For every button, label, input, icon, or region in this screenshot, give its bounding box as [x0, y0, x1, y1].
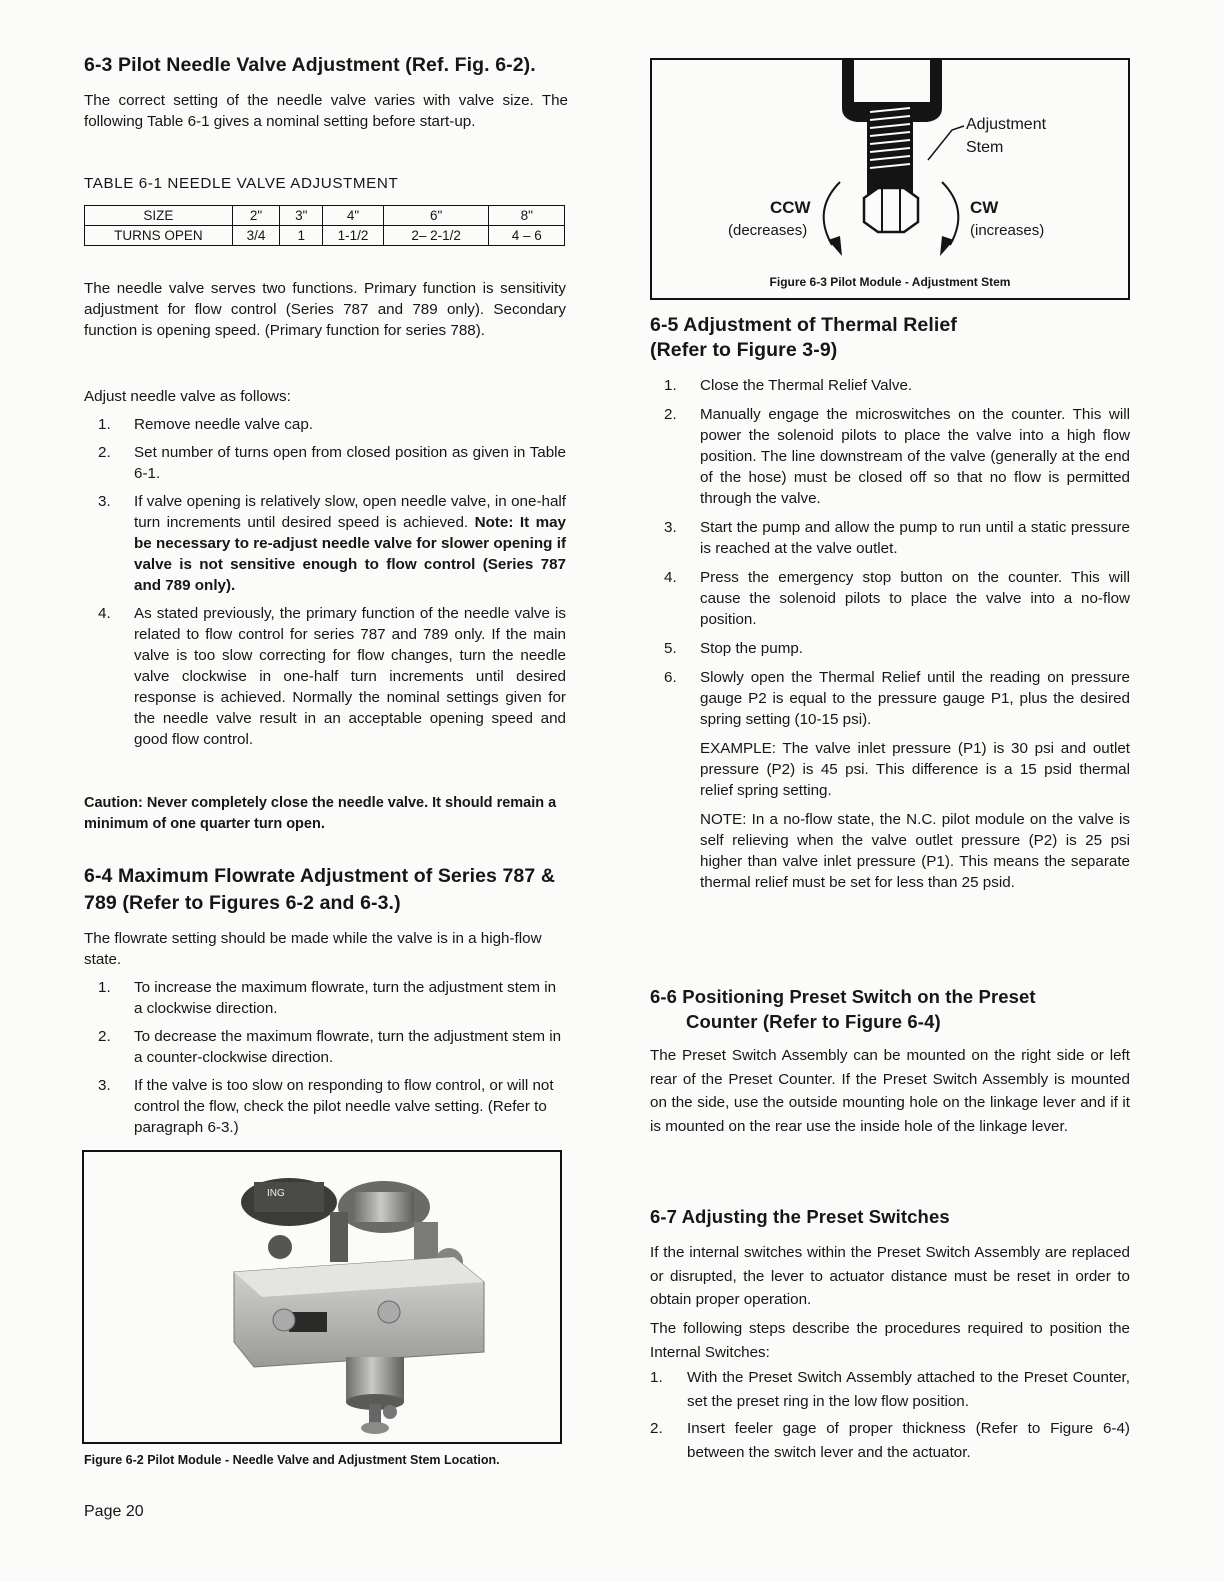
adjust-intro: Adjust needle valve as follows:	[84, 388, 291, 405]
step-number: 1.	[650, 1369, 663, 1386]
table-cell: 6"	[383, 206, 489, 226]
needle-functions-paragraph: The needle valve serves two functions. Primary function is sensitivity adjustment for flow control (Series 787 and 789 only). Secondary function is opening speed. (Primary function for series 788).	[84, 280, 566, 339]
list-item	[98, 1026, 566, 1068]
step-number: 4.	[664, 569, 677, 586]
step-text: Press the emergency stop button on the counter. This will cause the solenoid pilots to place the valve into a no-flow position.	[700, 569, 1130, 628]
needle-valve-table	[84, 205, 565, 246]
section-6-5-title	[650, 313, 1130, 363]
list-item	[98, 977, 566, 1019]
table-cell: 4"	[323, 206, 383, 226]
table-cell: 3/4	[232, 226, 279, 246]
list-item	[664, 567, 1130, 630]
flowrate-steps	[98, 977, 566, 1138]
step-number: 2.	[650, 1420, 663, 1437]
figure-6-3-caption: Figure 6-3 Pilot Module - Adjustment Stem	[769, 275, 1011, 289]
step-text: Slowly open the Thermal Relief until the reading on pressure gauge P2 is equal to the pressure gauge P1, plus the desired spring setting (10-15 psi).	[700, 669, 1130, 728]
section-6-4-title: 6-4 Maximum Flowrate Adjustment of Series 787 & 789 (Refer to Figures 6-2 and 6-3.)	[84, 865, 556, 914]
table-cell: SIZE	[85, 206, 233, 226]
label-adjustment: Adjustment	[966, 116, 1047, 133]
table-row-size	[85, 206, 565, 226]
step-number: 3.	[664, 519, 677, 536]
table-cell: 4 – 6	[489, 226, 565, 246]
preset-switch-steps	[650, 1366, 1130, 1464]
step-text: With the Preset Switch Assembly attached to the Preset Counter, set the preset ring in the low flow position.	[687, 1369, 1130, 1410]
step-number: 2.	[98, 444, 111, 461]
step-note: Note: It may be necessary to re-adjust needle valve for slower opening if valve is not sensitive enough to flow control (Series 787 and 789 only).	[134, 514, 566, 594]
step-text: If the valve is too slow on responding to flow control, or will not control the flow, check the pilot needle valve setting. (Refer to paragraph 6-3.)	[134, 1077, 554, 1136]
section-6-6-title-line1: 6-6 Positioning Preset Switch on the Preset	[650, 986, 1036, 1007]
step-number: 5.	[664, 640, 677, 657]
needle-adjust-steps	[98, 414, 566, 750]
step-text: As stated previously, the primary function of the needle valve is related to flow control for series 787 and 789 only. If the main valve is too slow correcting for flow changes, turn the needle valve clockwise in one-half turn increments until desired response is achieved. Normally the nominal settings given for the needle valve result in an acceptable opening speed and good flow control.	[134, 605, 566, 748]
list-item	[98, 491, 566, 596]
section-6-5-title-line1: 6-5 Adjustment of Thermal Relief	[650, 314, 957, 336]
step-text: Close the Thermal Relief Valve.	[700, 377, 913, 394]
list-item	[650, 1417, 1130, 1464]
list-item	[664, 638, 1130, 659]
figure-6-2-box	[82, 1150, 562, 1444]
step-number: 6.	[664, 669, 677, 686]
svg-text:ING: ING	[267, 1188, 285, 1199]
pilot-module-photo	[84, 1152, 560, 1442]
table-cell: 8"	[489, 206, 565, 226]
section-6-6-title-line2: Counter (Refer to Figure 6-4)	[686, 1011, 941, 1032]
table-cell: 2– 2-1/2	[383, 226, 489, 246]
list-item	[650, 1366, 1130, 1413]
step-text: Stop the pump.	[700, 640, 804, 657]
label-cw: CW	[970, 198, 999, 217]
table-row-turns	[85, 226, 565, 246]
section-6-6-body: The Preset Switch Assembly can be mounted on the right side or left rear of the Preset Counter. If the Preset Switch Assembly is mounted on the side, use the outside mounting hole on the linkage lever and if it is mounted on the rear use the inside hole of the linkage lever.	[650, 1047, 1130, 1135]
step-number: 3.	[98, 1077, 111, 1094]
table-cell: 2"	[232, 206, 279, 226]
section-6-3-title: 6-3 Pilot Needle Valve Adjustment (Ref. Fig. 6-2).	[84, 54, 536, 76]
step-number: 2.	[98, 1028, 111, 1045]
note-paragraph	[700, 809, 1130, 893]
table-cell: 1-1/2	[323, 226, 383, 246]
list-item	[664, 517, 1130, 559]
list-item	[98, 1075, 566, 1138]
list-item	[98, 603, 566, 750]
section-6-7-body2: The following steps describe the procedures required to position the Internal Switches:	[650, 1320, 1130, 1361]
figure-6-3-box	[650, 58, 1130, 300]
table-6-1-caption: TABLE 6-1 NEEDLE VALVE ADJUSTMENT	[84, 175, 399, 192]
example-text: EXAMPLE: The valve inlet pressure (P1) is 30 psi and outlet pressure (P2) is 45 psi. This difference is a 15 psid thermal relief spring setting.	[700, 740, 1130, 799]
list-item	[98, 442, 566, 484]
section-6-7-title: 6-7 Adjusting the Preset Switches	[650, 1206, 950, 1227]
figure-6-2-caption: Figure 6-2 Pilot Module - Needle Valve and Adjustment Stem Location.	[84, 1453, 500, 1467]
step-text: Remove needle valve cap.	[134, 416, 313, 433]
step-number: 4.	[98, 605, 111, 622]
adjustment-stem-diagram	[652, 60, 1128, 298]
step-text: If valve opening is relatively slow, open needle valve, in one-half turn increments until desired speed is achieved.	[134, 493, 566, 531]
section-6-6-title	[650, 984, 1130, 1034]
table-cell: TURNS OPEN	[85, 226, 233, 246]
list-item	[664, 667, 1130, 730]
section-6-3-intro: The correct setting of the needle valve varies with valve size. The following Table 6-1 gives a nominal setting before start-up.	[84, 92, 568, 130]
label-ccw: CCW	[770, 198, 811, 217]
step-number: 1.	[98, 416, 111, 433]
section-6-5-title-line2: (Refer to Figure 3-9)	[650, 339, 838, 361]
label-increases: (increases)	[970, 222, 1045, 239]
table-cell: 1	[280, 226, 323, 246]
example-paragraph	[700, 738, 1130, 801]
step-text: Set number of turns open from closed position as given in Table 6-1.	[134, 444, 566, 482]
step-number: 3.	[98, 493, 111, 510]
list-item	[664, 404, 1130, 509]
section-6-4-intro: The flowrate setting should be made while the valve is in a high-flow state.	[84, 930, 542, 968]
list-item	[664, 375, 1130, 396]
caution-text: Caution: Never completely close the needle valve. It should remain a minimum of one quarter turn open.	[84, 795, 557, 832]
thermal-relief-steps	[664, 375, 1130, 893]
list-item	[98, 414, 566, 435]
label-decreases: (decreases)	[728, 222, 808, 239]
label-stem: Stem	[966, 139, 1004, 156]
step-text: Manually engage the microswitches on the counter. This will power the solenoid pilots to place the valve into a high flow position. The line downstream of the valve (generally at the end of the hose) must be closed off so that no flow is permitted through the valve.	[700, 406, 1130, 507]
step-number: 1.	[664, 377, 677, 394]
step-text: To increase the maximum flowrate, turn the adjustment stem in a clockwise direction.	[134, 979, 557, 1017]
section-6-7-body1: If the internal switches within the Preset Switch Assembly are replaced or disrupted, the lever to actuator distance must be reset in order to obtain proper operation.	[650, 1244, 1130, 1308]
note-text: NOTE: In a no-flow state, the N.C. pilot module on the valve is self relieving when the valve outlet pressure (P2) is 25 psi higher than valve inlet pressure (P1). This means the separate thermal relief must be set for less than 25 psid.	[700, 811, 1130, 891]
table-cell: 3"	[280, 206, 323, 226]
page-number: Page 20	[84, 1503, 144, 1520]
step-number: 1.	[98, 979, 111, 996]
step-text: Start the pump and allow the pump to run until a static pressure is reached at the valve outlet.	[700, 519, 1130, 557]
step-text: To decrease the maximum flowrate, turn the adjustment stem in a counter-clockwise direction.	[134, 1028, 562, 1066]
step-text: Insert feeler gage of proper thickness (Refer to Figure 6-4) between the switch lever and the actuator.	[687, 1420, 1130, 1461]
step-number: 2.	[664, 406, 677, 423]
